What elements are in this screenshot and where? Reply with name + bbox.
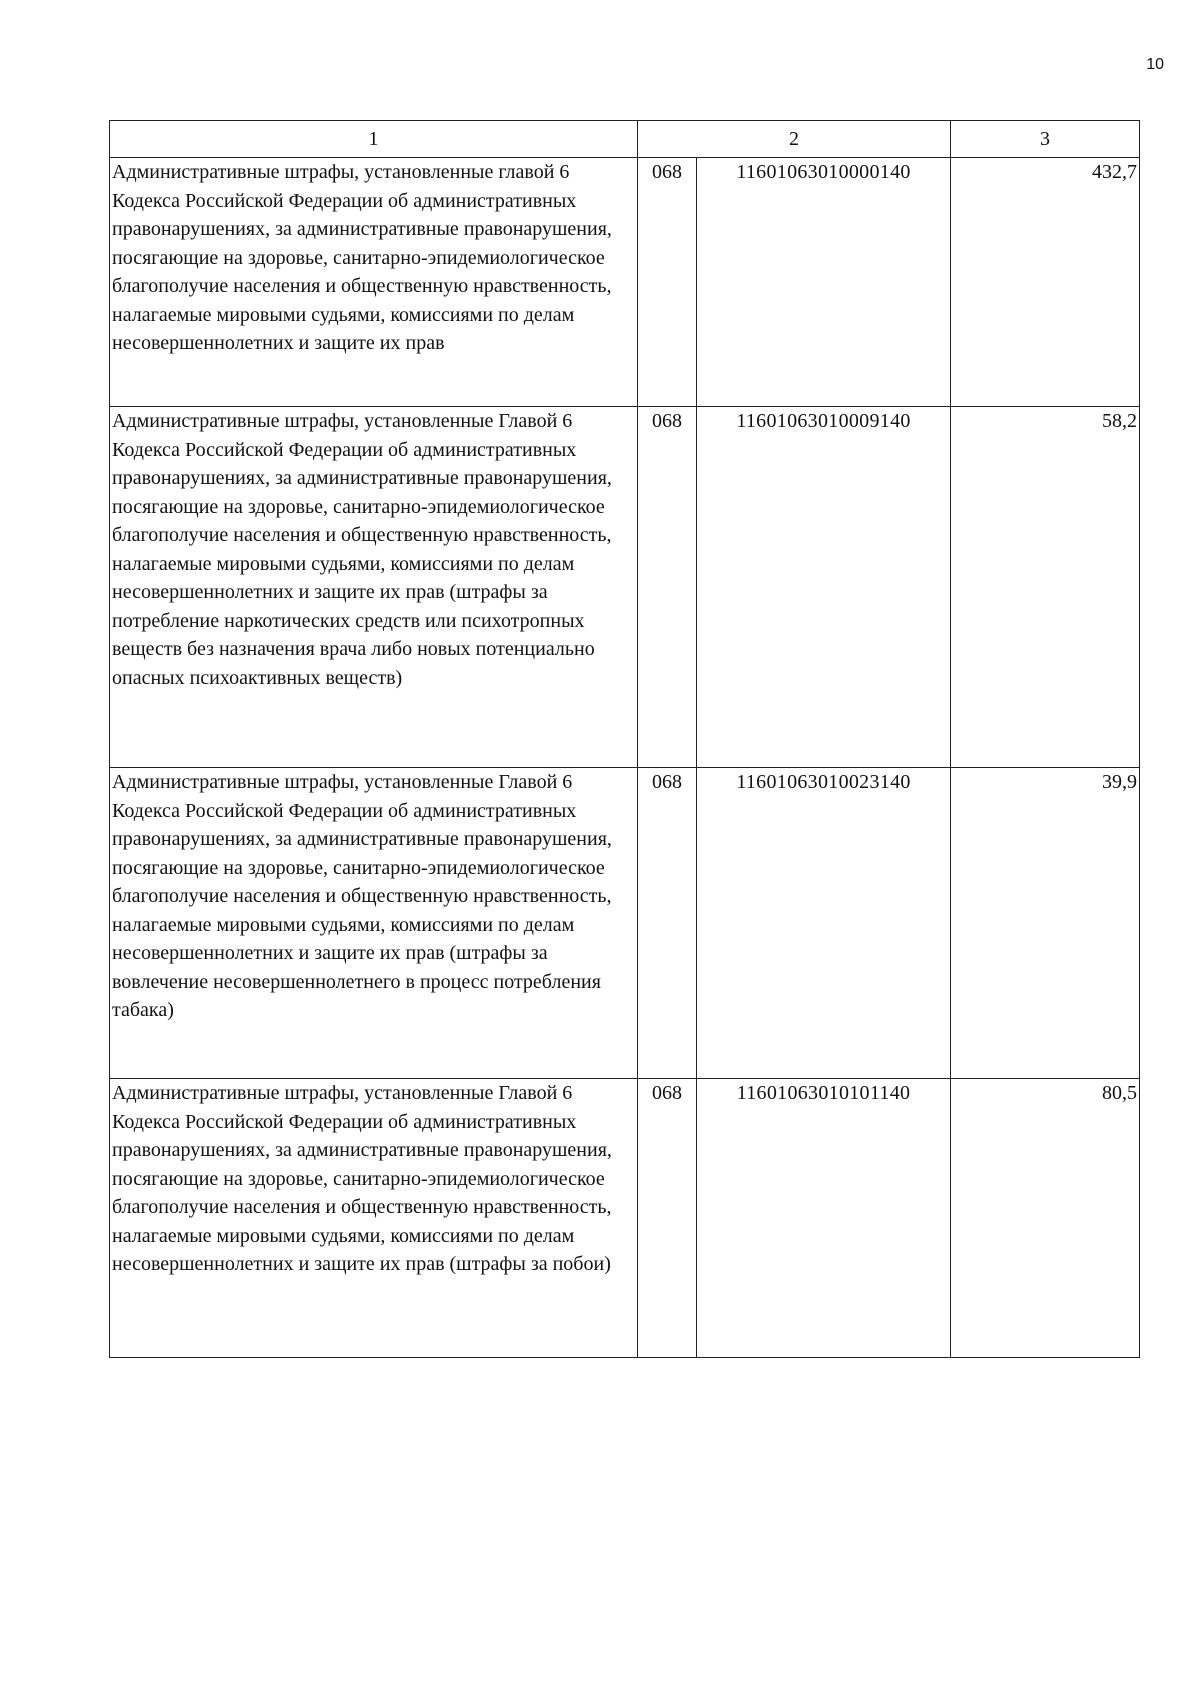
amount-cell: 58,2 bbox=[951, 407, 1140, 768]
amount-cell: 39,9 bbox=[951, 768, 1140, 1079]
administrator-code-cell: 068 bbox=[638, 407, 697, 768]
revenue-name-cell bbox=[110, 768, 638, 1079]
header-col-1: 1 bbox=[110, 121, 638, 158]
administrator-code-cell: 068 bbox=[638, 158, 697, 407]
budget-classification-code-cell: 11601063010009140 bbox=[697, 407, 951, 768]
table-header-row bbox=[110, 121, 1140, 158]
revenue-name: Административные штрафы, установленные главой 6 Кодекса Российской Федерации об административных правонарушениях, за административные правонарушения, посягающие на здоровье, санитарно-эпидемиологическое благополучие населения и общественную нравственность, налагаемые мировыми судьями, комиссиями по делам несовершеннолетних и защите их прав bbox=[112, 161, 612, 354]
header-col-2: 2 bbox=[638, 121, 951, 158]
header-col-3: 3 bbox=[951, 121, 1140, 158]
revenue-name-cell bbox=[110, 1079, 638, 1358]
revenue-name: Административные штрафы, установленные Главой 6 Кодекса Российской Федерации об административных правонарушениях, за административные правонарушения, посягающие на здоровье, санитарно-эпидемиологическое благополучие населения и общественную нравственность, налагаемые мировыми судьями, комиссиями по делам несовершеннолетних и защите их прав (штрафы за вовлечение несовершеннолетнего в процесс потребления табака) bbox=[112, 771, 612, 1021]
table-row bbox=[110, 407, 1140, 768]
budget-classification-code-cell: 11601063010000140 bbox=[697, 158, 951, 407]
administrator-code-cell: 068 bbox=[638, 1079, 697, 1358]
revenue-name-cell bbox=[110, 407, 638, 768]
budget-classification-code-cell: 11601063010023140 bbox=[697, 768, 951, 1079]
amount-cell: 80,5 bbox=[951, 1079, 1140, 1358]
page-number: 10 bbox=[1146, 56, 1164, 73]
budget-revenue-table bbox=[109, 120, 1140, 1358]
table-row bbox=[110, 768, 1140, 1079]
revenue-name: Административные штрафы, установленные Главой 6 Кодекса Российской Федерации об административных правонарушениях, за административные правонарушения, посягающие на здоровье, санитарно-эпидемиологическое благополучие населения и общественную нравственность, налагаемые мировыми судьями, комиссиями по делам несовершеннолетних и защите их прав (штрафы за потребление наркотических средств или психотропных веществ без назначения врача либо новых потенциально опасных психоактивных веществ) bbox=[112, 410, 612, 689]
amount-cell: 432,7 bbox=[951, 158, 1140, 407]
table-row bbox=[110, 1079, 1140, 1358]
revenue-name: Административные штрафы, установленные Главой 6 Кодекса Российской Федерации об административных правонарушениях, за административные правонарушения, посягающие на здоровье, санитарно-эпидемиологическое благополучие населения и общественную нравственность, налагаемые мировыми судьями, комиссиями по делам несовершеннолетних и защите их прав (штрафы за побои) bbox=[112, 1082, 612, 1275]
table-row bbox=[110, 158, 1140, 407]
administrator-code-cell: 068 bbox=[638, 768, 697, 1079]
budget-classification-code-cell: 11601063010101140 bbox=[697, 1079, 951, 1358]
revenue-name-cell bbox=[110, 158, 638, 407]
